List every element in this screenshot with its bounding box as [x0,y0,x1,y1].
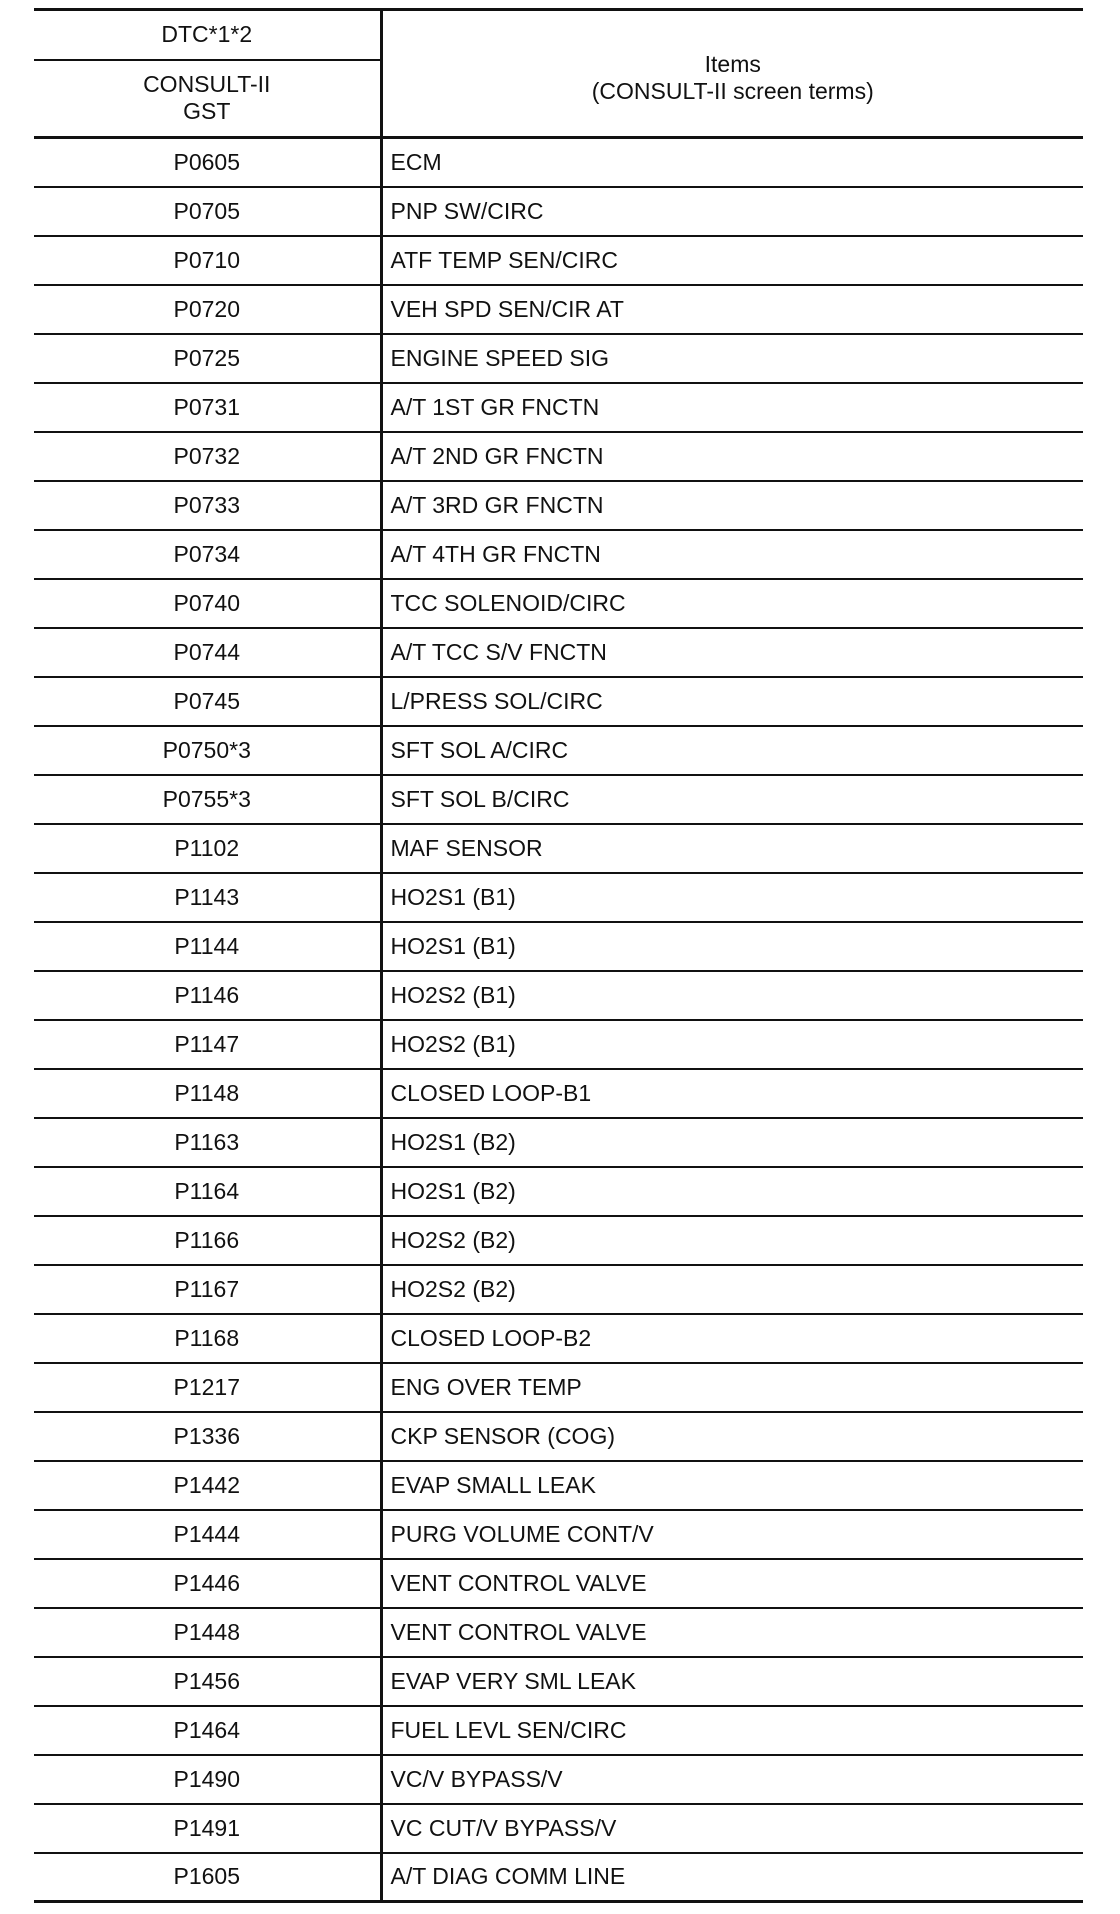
item-name-cell: ENG OVER TEMP [390,1373,582,1400]
table-row [34,432,1083,481]
dtc-header-label: DTC*1*2 [161,21,253,48]
item-name-cell: HO2S1 (B2) [390,1128,516,1155]
item-name-cell: HO2S2 (B1) [390,1030,516,1057]
item-name-cell: HO2S1 (B1) [390,932,516,959]
dtc-code-cell: P1217 [34,1363,381,1412]
consult-header-label: CONSULT-II [143,71,271,98]
table-row [34,1363,1083,1412]
table-row [34,1265,1083,1314]
table-row [34,1314,1083,1363]
dtc-code-cell: P1166 [34,1216,381,1265]
item-name-cell: VC/V BYPASS/V [390,1765,563,1792]
dtc-code-cell: P1163 [34,1118,381,1167]
item-name-cell: A/T 1ST GR FNCTN [390,393,600,420]
dtc-code-cell: P1167 [34,1265,381,1314]
dtc-code-cell: P0734 [34,530,381,579]
table-row [34,1853,1083,1902]
item-name-cell: HO2S2 (B1) [390,981,516,1008]
table-row [34,971,1083,1020]
item-name-cell: A/T TCC S/V FNCTN [390,638,607,665]
item-name-cell: SFT SOL B/CIRC [390,785,570,812]
table-row [34,236,1083,285]
table-row [34,1461,1083,1510]
table-row [34,1706,1083,1755]
table-body [34,138,1083,1902]
header-row-dtc [34,10,1083,60]
dtc-code-cell: P1147 [34,1020,381,1069]
table-row [34,677,1083,726]
dtc-code-cell: P1456 [34,1657,381,1706]
table-row [34,383,1083,432]
dtc-code-cell: P0720 [34,285,381,334]
dtc-code-cell: P1168 [34,1314,381,1363]
dtc-code-cell: P1164 [34,1167,381,1216]
dtc-code-cell: P0745 [34,677,381,726]
item-name-cell: L/PRESS SOL/CIRC [390,687,603,714]
dtc-code-cell: P1605 [34,1853,381,1902]
table-row [34,481,1083,530]
item-name-cell: HO2S1 (B2) [390,1177,516,1204]
table-row [34,775,1083,824]
dtc-code-cell: P0732 [34,432,381,481]
table-row [34,1118,1083,1167]
dtc-code-cell: P1444 [34,1510,381,1559]
item-name-cell: HO2S2 (B2) [390,1275,516,1302]
dtc-code-cell: P0733 [34,481,381,530]
table-row [34,1608,1083,1657]
item-name-cell: CLOSED LOOP-B1 [390,1079,592,1106]
items-header-cell [381,10,1083,138]
item-name-cell: MAF SENSOR [390,834,543,861]
table-row [34,334,1083,383]
item-name-cell: SFT SOL A/CIRC [390,736,569,763]
table-row [34,579,1083,628]
table-row [34,138,1083,187]
dtc-code-cell: P0710 [34,236,381,285]
dtc-code-cell: P0731 [34,383,381,432]
dtc-code-cell: P1144 [34,922,381,971]
table-row [34,1559,1083,1608]
item-name-cell: A/T 3RD GR FNCTN [390,491,604,518]
dtc-code-cell: P0744 [34,628,381,677]
item-name-cell: CLOSED LOOP-B2 [390,1324,592,1351]
item-name-cell: TCC SOLENOID/CIRC [390,589,626,616]
table-row [34,1510,1083,1559]
dtc-code-cell: P1490 [34,1755,381,1804]
item-name-cell: HO2S1 (B1) [390,883,516,910]
dtc-code-cell: P1102 [34,824,381,873]
dtc-code-cell: P1146 [34,971,381,1020]
table-row [34,1216,1083,1265]
table-row [34,1657,1083,1706]
table-row [34,873,1083,922]
item-name-cell: FUEL LEVL SEN/CIRC [390,1716,627,1743]
table-header [34,10,1083,138]
item-name-cell: VENT CONTROL VALVE [390,1569,647,1596]
table-row [34,1412,1083,1461]
dtc-code-cell: P1442 [34,1461,381,1510]
item-name-cell: ENGINE SPEED SIG [390,344,610,371]
table-row [34,1020,1083,1069]
table-row [34,628,1083,677]
items-header-sublabel: (CONSULT-II screen terms) [591,77,874,104]
item-name-cell: ATF TEMP SEN/CIRC [390,246,618,273]
item-name-cell: PNP SW/CIRC [390,197,544,224]
item-name-cell: EVAP VERY SML LEAK [390,1667,636,1694]
dtc-code-cell: P0740 [34,579,381,628]
dtc-code-cell: P0750*3 [34,726,381,775]
item-name-cell: VEH SPD SEN/CIR AT [390,295,624,322]
item-name-cell: EVAP SMALL LEAK [390,1471,596,1498]
dtc-code-cell: P0705 [34,187,381,236]
table-row [34,824,1083,873]
dtc-code-cell: P1446 [34,1559,381,1608]
dtc-header-cell [34,10,381,60]
table-row [34,1167,1083,1216]
dtc-code-cell: P1148 [34,1069,381,1118]
item-name-cell: CKP SENSOR (COG) [390,1422,615,1449]
gst-header-label: GST [183,98,231,125]
item-name-cell: PURG VOLUME CONT/V [390,1520,654,1547]
table-row [34,1755,1083,1804]
table-row [34,530,1083,579]
table-row [34,285,1083,334]
dtc-code-cell: P1448 [34,1608,381,1657]
table-row [34,1804,1083,1853]
dtc-code-cell: P1336 [34,1412,381,1461]
table-row [34,922,1083,971]
tools-header-cell [34,60,381,138]
item-name-cell: A/T DIAG COMM LINE [390,1863,626,1890]
dtc-table [34,8,1083,1903]
dtc-code-cell: P0605 [34,138,381,187]
table-row [34,187,1083,236]
dtc-code-cell: P1464 [34,1706,381,1755]
item-name-cell: HO2S2 (B2) [390,1226,516,1253]
dtc-code-cell: P0725 [34,334,381,383]
table-row [34,1069,1083,1118]
table-row [34,726,1083,775]
item-name-cell: ECM [390,148,442,175]
items-header-label: Items [704,50,761,77]
dtc-code-cell: P1491 [34,1804,381,1853]
dtc-code-cell: P1143 [34,873,381,922]
item-name-cell: VENT CONTROL VALVE [390,1618,647,1645]
dtc-code-cell: P0755*3 [34,775,381,824]
item-name-cell: A/T 4TH GR FNCTN [390,540,601,567]
item-name-cell: VC CUT/V BYPASS/V [390,1814,617,1841]
item-name-cell: A/T 2ND GR FNCTN [390,442,604,469]
